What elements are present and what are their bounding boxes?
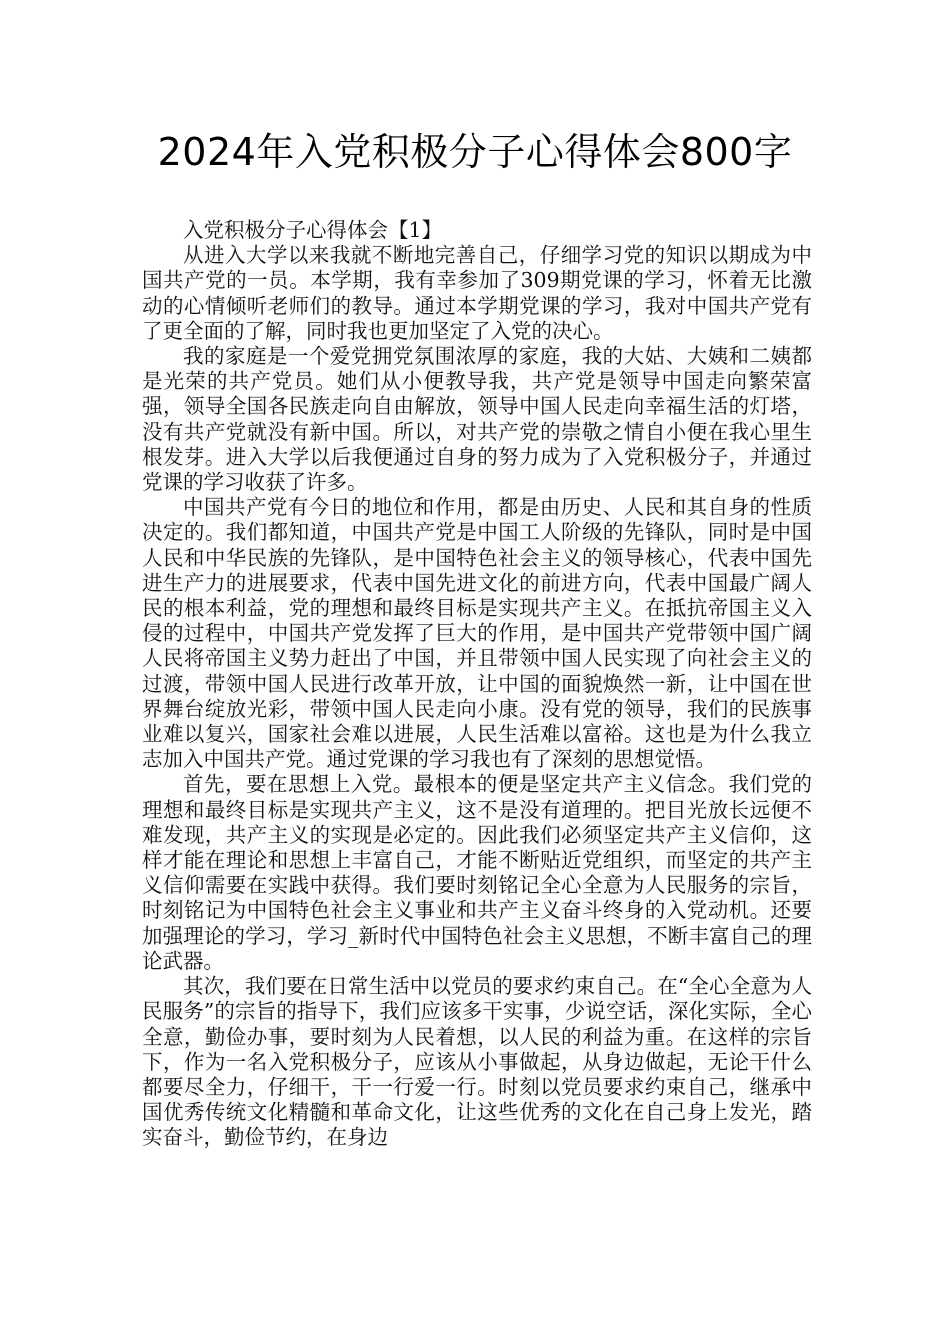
- paragraph: 其次，我们要在日常生活中以党员的要求约束自己。在“全心全意为人民服务”的宗旨的指导下，我们应该多干实事，少说空话，深化实际，全心全意，勤俭办事，要时刻为人民着想，以人民的利益为重。在这样的宗旨下，作为一名入党积极分子，应该从小事做起，从身边做起，无论干什么都要尽全力，仔细干，干一行爱一行。时刻以党员要求约束自己，继承中国优秀传统文化精髓和革命文化，让这些优秀的文化在自己身上发光，踏实奋斗，勤俭节约，在身边: [142, 974, 812, 1150]
- paragraph: 从进入大学以来我就不断地完善自己，仔细学习党的知识以期成为中国共产党的一员。本学期，我有幸参加了309期党课的学习，怀着无比激动的心情倾听老师们的教导。通过本学期党课的学习，我对中国共产党有了更全面的了解，同时我也更加坚定了入党的决心。: [142, 243, 812, 343]
- paragraph: 首先，要在思想上入党。最根本的便是坚定共产主义信念。我们党的理想和最终目标是实现共产主义，这不是没有道理的。把目光放长远便不难发现，共产主义的实现是必定的。因此我们必须坚定共产主义信仰，这样才能在理论和思想上丰富自己，才能不断贴近党组织，而坚定的共产主义信仰需要在实践中获得。我们要时刻铭记全心全意为人民服务的宗旨，时刻铭记为中国特色社会主义事业和共产主义奋斗终身的入党动机。还要加强理论的学习，学习_新时代中国特色社会主义思想，不断丰富自己的理论武器。: [142, 772, 812, 973]
- paragraph: 我的家庭是一个爱党拥党氛围浓厚的家庭，我的大姑、大姨和二姨都是光荣的共产党员。她们从小便教导我，共产党是领导中国走向繁荣富强，领导全国各民族走向自由解放，领导中国人民走向幸福生活的灯塔，没有共产党就没有新中国。所以，对共产党的崇敬之情自小便在我心里生根发芽。进入大学以后我便通过自身的努力成为了入党积极分子，并通过党课的学习收获了许多。: [142, 344, 812, 495]
- document-title: 2024年入党积极分子心得体会800字: [157, 130, 793, 174]
- section-heading: 入党积极分子心得体会【1】: [183, 218, 443, 242]
- document-body: [142, 218, 812, 1151]
- paragraph: 中国共产党有今日的地位和作用，都是由历史、人民和其自身的性质决定的。我们都知道，中国共产党是中国工人阶级的先锋队，同时是中国人民和中华民族的先锋队，是中国特色社会主义的领导核心，代表中国先进生产力的进展要求，代表中国先进文化的前进方向，代表中国最广阔人民的根本利益，党的理想和最终目标是实现共产主义。在抵抗帝国主义入侵的过程中，中国共产党发挥了巨大的作用，是中国共产党带领中国广阔人民将帝国主义势力赶出了中国，并且带领中国人民实现了向社会主义的过渡，带领中国人民进行改革开放，让中国的面貌焕然一新，让中国在世界舞台绽放光彩，带领中国人民走向小康。没有党的领导，我们的民族事业难以复兴，国家社会难以进展，人民生活难以富裕。这也是为什么我立志加入中国共产党。通过党课的学习我也有了深刻的思想觉悟。: [142, 495, 812, 772]
